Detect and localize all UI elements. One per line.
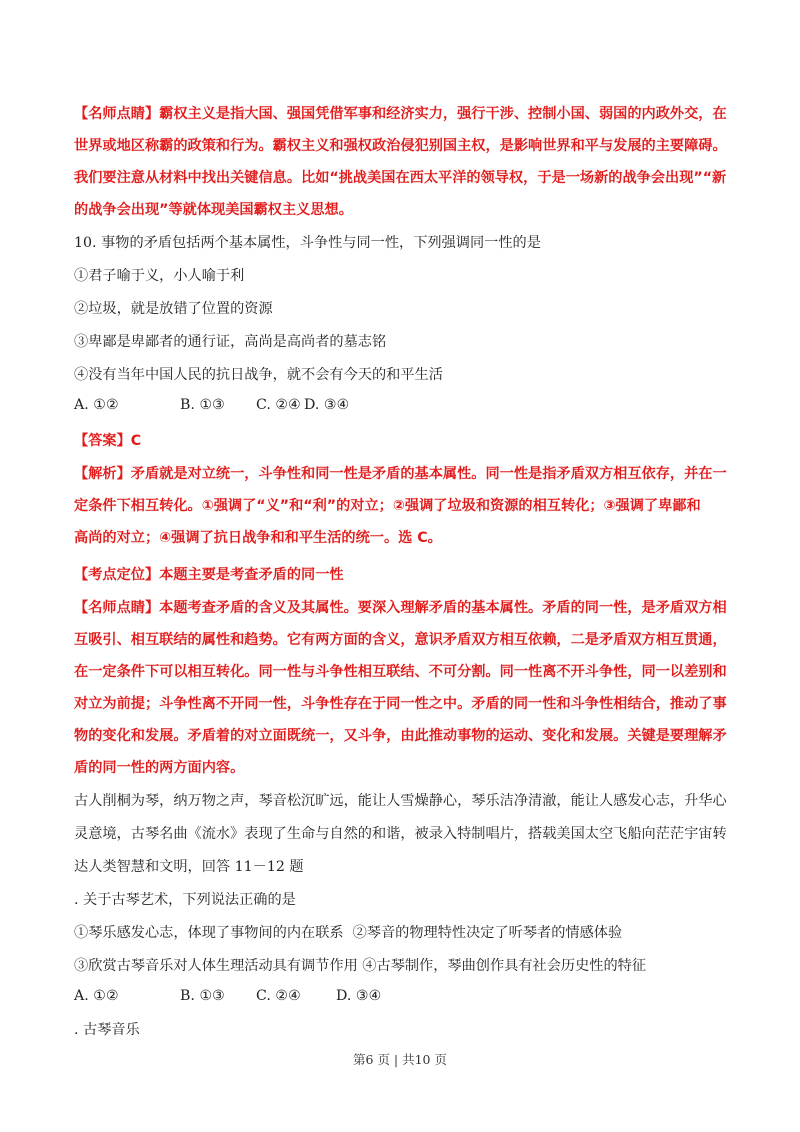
question-10-item: ①君子喻于义，小人喻于利 (74, 268, 245, 284)
option-b: B. ①③ (180, 397, 225, 413)
answer-label: 【答案】C (74, 433, 142, 449)
question-10-item: ②垃圾，就是放错了位置的资源 (74, 301, 273, 317)
option-c: C. ②④ (256, 988, 301, 1004)
question-10-stem: 10. 事物的矛盾包括两个基本属性，斗争性与同一性，下列强调同一性的是 (74, 235, 541, 251)
tips-line: 对立为前提；斗争性离不开同一性，斗争性存在于同一性之中。矛盾的同一性和斗争性相结合，推动了事 (74, 696, 727, 712)
option-d: D. ③④ (336, 988, 382, 1004)
tips-line: 【名师点睛】本题考查矛盾的含义及其属性。要深入理解矛盾的基本属性。矛盾的同一性，是矛盾双方相 (74, 600, 727, 616)
tips-line: 【名师点睛】霸权主义是指大国、强国凭借军事和经济实力，强行干涉、控制小国、弱国的内政外交，在 (74, 106, 727, 122)
question-11-items-row (74, 922, 622, 942)
question-11-item: ④古琴制作，琴曲创作具有社会历史性的特征 (362, 958, 647, 974)
question-10-options (74, 397, 349, 413)
question-11-items-row (74, 955, 646, 975)
question-12-stem: . 古琴音乐 (74, 1022, 140, 1038)
option-d: D. ③④ (304, 397, 350, 413)
passage-line: 达人类智慧和文明，回答 11－12 题 (74, 859, 304, 875)
analysis-line: 高尚的对立；④强调了抗日战争和和平生活的统一。选 C。 (74, 530, 442, 546)
question-11-item: ③欣赏古琴音乐对人体生理活动具有调节作用 (74, 958, 358, 974)
tips-line: 互吸引、相互联结的属性和趋势。它有两方面的含义，意识矛盾双方相互依赖，二是矛盾双方相互贯通， (74, 632, 727, 648)
question-11-stem: . 关于古琴艺术，下列说法正确的是 (74, 892, 296, 908)
option-c: C. ②④ (256, 397, 301, 413)
question-11-item: ②琴音的物理特性决定了听琴者的情感体验 (352, 925, 623, 941)
tips-line: 的战争会出现”等就体现美国霸权主义思想。 (74, 202, 353, 218)
question-10-item: ④没有当年中国人民的抗日战争，就不会有今天的和平生活 (74, 367, 443, 383)
analysis-line: 【解析】矛盾就是对立统一，斗争性和同一性是矛盾的基本属性。同一性是指矛盾双方相互依存，并在一 (74, 466, 727, 482)
page-footer: 第6 页 | 共10 页 (353, 1052, 447, 1067)
question-11-options (74, 988, 381, 1004)
question-11-item: ①琴乐感发心志，体现了事物间的内在联系 (74, 925, 344, 941)
tips-line: 盾的同一性的两方面内容。 (74, 760, 245, 776)
analysis-line: 定条件下相互转化。①强调了“义”和“利”的对立；②强调了垃圾和资源的相互转化；③强调了卑鄙和 (74, 498, 701, 514)
passage-line: 古人削桐为琴，纳万物之声，琴音松沉旷远，能让人雪燥静心，琴乐洁净清澈，能让人感发心志，升华心 (74, 793, 727, 809)
tips-line: 物的变化和发展。矛盾着的对立面既统一，又斗争，由此推动事物的运动、变化和发展。关键是要理解矛 (74, 728, 727, 744)
tips-line: 世界或地区称霸的政策和行为。霸权主义和强权政治侵犯别国主权，是影响世界和平与发展的主要障碍。 (74, 138, 727, 154)
option-a: A. ①② (74, 988, 119, 1004)
tips-line: 我们要注意从材料中找出关键信息。比如“挑战美国在西太平洋的领导权，于是一场新的战争会出现”“新 (74, 170, 727, 186)
option-b: B. ①③ (180, 988, 225, 1004)
option-a: A. ①② (74, 397, 119, 413)
question-10-item: ③卑鄙是卑鄙者的通行证，高尚是高尚者的墓志铭 (74, 334, 387, 350)
tips-line: 在一定条件下可以相互转化。同一性与斗争性相互联结、不可分割。同一性离不开斗争性，同一以差别和 (74, 664, 727, 680)
passage-line: 灵意境，古琴名曲《流水》表现了生命与自然的和谐，被录入特制唱片，搭载美国太空飞船向茫茫宇宙转 (74, 826, 727, 842)
focus-label: 【考点定位】本题主要是考查矛盾的同一性 (74, 567, 344, 583)
